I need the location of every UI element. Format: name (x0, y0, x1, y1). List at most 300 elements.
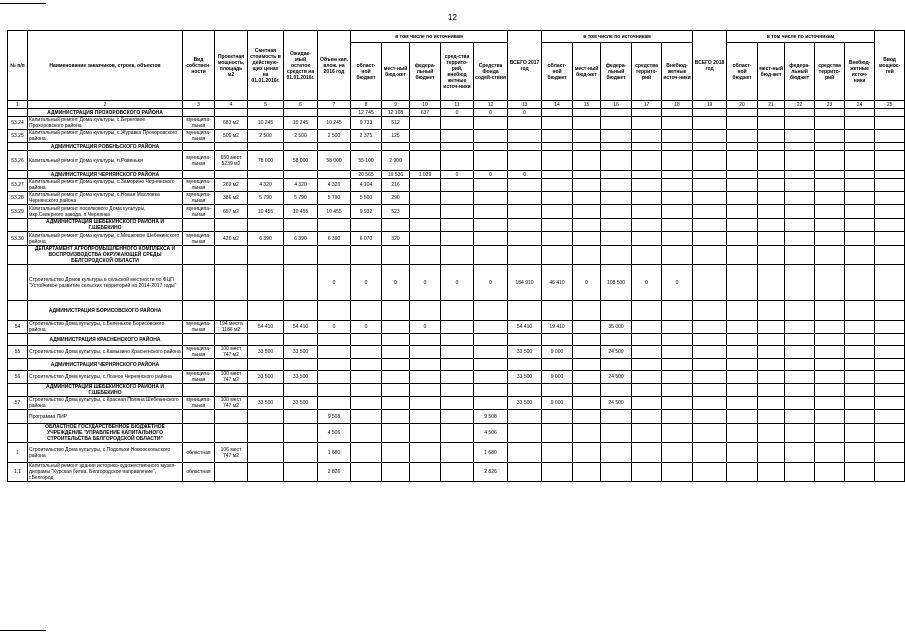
value-cell (351, 246, 382, 265)
value-cell: 523 (382, 205, 410, 219)
value-cell: 0 (474, 109, 508, 117)
value-cell (248, 246, 284, 265)
table-row (8, 151, 905, 171)
header-src-local: мест-ный бюд-жет (382, 43, 410, 101)
table-row (8, 397, 905, 410)
value-cell (215, 301, 248, 321)
value-cell (573, 246, 601, 265)
value-cell (875, 151, 905, 171)
column-number: 14 (542, 101, 573, 109)
value-cell (662, 359, 693, 371)
value-cell (215, 109, 248, 117)
table-row (8, 265, 905, 301)
value-cell (542, 246, 573, 265)
value-cell (441, 151, 474, 171)
row-number: 1 (8, 443, 28, 463)
value-cell (785, 397, 815, 410)
object-name: Строительство Дома культуры, с.Лозное Чернянского района (28, 371, 183, 384)
value-cell (875, 109, 905, 117)
value-cell: 4 104 (351, 179, 382, 192)
value-cell (542, 219, 573, 232)
value-cell: 0 (410, 265, 441, 301)
value-cell (601, 410, 632, 424)
value-cell (758, 424, 785, 443)
table-row (8, 443, 905, 463)
value-cell (474, 117, 508, 130)
value-cell (815, 130, 845, 143)
value-cell (662, 334, 693, 346)
value-cell (573, 219, 601, 232)
value-cell (382, 246, 410, 265)
section-row (8, 143, 905, 151)
value-cell (758, 463, 785, 482)
value-cell (727, 205, 758, 219)
value-cell: 2 826 (318, 463, 351, 482)
value-cell (351, 346, 382, 359)
value-cell (382, 371, 410, 384)
value-cell (727, 246, 758, 265)
value-cell (474, 359, 508, 371)
value-cell (693, 410, 727, 424)
value-cell (542, 171, 573, 179)
value-cell (215, 171, 248, 179)
value-cell (693, 171, 727, 179)
value-cell (727, 130, 758, 143)
value-cell (785, 246, 815, 265)
value-cell (441, 424, 474, 443)
owner-cell (183, 359, 215, 371)
value-cell (845, 143, 875, 151)
value-cell (248, 424, 284, 443)
column-number: 19 (693, 101, 727, 109)
value-cell (727, 334, 758, 346)
value-cell (815, 359, 845, 371)
value-cell (215, 246, 248, 265)
value-cell (542, 179, 573, 192)
value-cell (727, 397, 758, 410)
value-cell (875, 130, 905, 143)
value-cell: 106 мест 747 м2 (215, 443, 248, 463)
section-title: АДМИНИСТРАЦИЯ ЧЕРНЯНСКОГО РАЙОНА (28, 171, 183, 179)
value-cell: 33 500 (284, 346, 318, 359)
value-cell: 33 500 (284, 397, 318, 410)
object-name: Строительство Дома культуры, с.Красная Поляна Шебекинского района (28, 397, 183, 410)
value-cell (318, 143, 351, 151)
value-cell (441, 359, 474, 371)
table-row (8, 232, 905, 246)
column-number: 25 (875, 101, 905, 109)
value-cell (351, 397, 382, 410)
value-cell (693, 232, 727, 246)
value-cell (318, 397, 351, 410)
section-row (8, 384, 905, 397)
value-cell (815, 171, 845, 179)
value-cell (351, 463, 382, 482)
value-cell (542, 334, 573, 346)
value-cell (815, 179, 845, 192)
value-cell: 10 455 (318, 205, 351, 219)
value-cell (845, 192, 875, 205)
value-cell (542, 143, 573, 151)
value-cell (815, 346, 845, 359)
owner-cell (183, 424, 215, 443)
column-number: 21 (758, 101, 785, 109)
value-cell: 194 места 1186 м2 (215, 321, 248, 334)
value-cell (815, 397, 845, 410)
header-s18-federal: федера-льный бюджет (785, 43, 815, 101)
owner-cell (183, 171, 215, 179)
header-sources-2016: в том числе по источникам (351, 31, 508, 43)
value-cell (815, 265, 845, 301)
value-cell (693, 359, 727, 371)
column-number: 8 (351, 101, 382, 109)
value-cell (318, 109, 351, 117)
row-number: 53.25 (8, 130, 28, 143)
header-src-federal: федера-льный бюджет (410, 43, 441, 101)
value-cell (727, 265, 758, 301)
header-capacity: Проектная мощность, площадь м2 (215, 31, 248, 101)
value-cell (785, 109, 815, 117)
value-cell (248, 109, 284, 117)
value-cell (215, 265, 248, 301)
value-cell (474, 232, 508, 246)
value-cell (875, 265, 905, 301)
table-row (8, 192, 905, 205)
value-cell (693, 117, 727, 130)
value-cell (785, 192, 815, 205)
page-number: 12 (448, 13, 457, 22)
value-cell (382, 410, 410, 424)
value-cell: 100 мест 747 м2 (215, 397, 248, 410)
value-cell (382, 346, 410, 359)
value-cell: 10 245 (248, 117, 284, 130)
value-cell (573, 359, 601, 371)
owner-cell: муниципа-льная (183, 179, 215, 192)
value-cell (662, 371, 693, 384)
owner-cell (183, 334, 215, 346)
value-cell: 100 мест 747 м2 (215, 371, 248, 384)
value-cell (248, 171, 284, 179)
value-cell (508, 246, 542, 265)
row-number (8, 359, 28, 371)
value-cell (785, 301, 815, 321)
value-cell (845, 443, 875, 463)
value-cell (785, 384, 815, 397)
value-cell: 46 410 (542, 265, 573, 301)
section-title: АДМИНИСТРАЦИЯ ШЕБЕКИНСКОГО РАЙОНА И Г.ШЕБЕКИНО (28, 384, 183, 397)
value-cell (785, 151, 815, 171)
value-cell (410, 192, 441, 205)
value-cell (662, 109, 693, 117)
value-cell (875, 334, 905, 346)
value-cell (727, 443, 758, 463)
value-cell: 0 (318, 265, 351, 301)
value-cell (845, 424, 875, 443)
value-cell: 0 (441, 109, 474, 117)
value-cell: 0 (662, 265, 693, 301)
value-cell (601, 130, 632, 143)
value-cell (632, 424, 662, 443)
value-cell (758, 171, 785, 179)
value-cell (508, 219, 542, 232)
value-cell (662, 321, 693, 334)
value-cell: 19 536 (382, 171, 410, 179)
value-cell: 33 500 (248, 397, 284, 410)
value-cell (441, 463, 474, 482)
value-cell (215, 219, 248, 232)
value-cell (508, 179, 542, 192)
value-cell (215, 384, 248, 397)
value-cell (662, 179, 693, 192)
row-number (8, 171, 28, 179)
value-cell (815, 384, 845, 397)
value-cell (601, 117, 632, 130)
value-cell (815, 301, 845, 321)
owner-cell (183, 301, 215, 321)
value-cell (410, 443, 441, 463)
header-s17-federal: федера-льный бюджет (601, 43, 632, 101)
value-cell: 697 м2 (215, 205, 248, 219)
value-cell (875, 143, 905, 151)
section-row (8, 334, 905, 346)
header-src-territory: сред-ства террито-рий, внебюд жетные источ-ники (441, 43, 474, 101)
value-cell (508, 463, 542, 482)
value-cell (758, 109, 785, 117)
header-s18-regional: област-ной бюджет (727, 43, 758, 101)
value-cell (382, 424, 410, 443)
value-cell (382, 143, 410, 151)
section-title: АДМИНИСТРАЦИЯ РОВЕНЬСКОГО РАЙОНА (28, 143, 183, 151)
value-cell (785, 143, 815, 151)
value-cell (845, 171, 875, 179)
header-total-2018: ВСЕГО 2018 год (693, 31, 727, 101)
value-cell (351, 443, 382, 463)
value-cell (632, 130, 662, 143)
row-number: 54 (8, 321, 28, 334)
section-title: АДМИНИСТРАЦИЯ КРАСНЕНСКОГО РАЙОНА (28, 334, 183, 346)
object-name: Капитальный ремонт поселкового Дома культуры, мкр.Северного завода, п.Чернянка (28, 205, 183, 219)
value-cell: 637 (410, 109, 441, 117)
column-number: 24 (845, 101, 875, 109)
value-cell (441, 346, 474, 359)
value-cell (693, 334, 727, 346)
value-cell: 0 (573, 265, 601, 301)
value-cell (248, 301, 284, 321)
value-cell (601, 463, 632, 482)
value-cell (758, 130, 785, 143)
value-cell: 2 826 (474, 463, 508, 482)
value-cell: 0 (351, 321, 382, 334)
value-cell: 10 455 (284, 205, 318, 219)
value-cell (727, 301, 758, 321)
value-cell (474, 321, 508, 334)
value-cell (248, 443, 284, 463)
row-number: 53.26 (8, 151, 28, 171)
object-name: Капитальный ремонт Дома культуры, с.Журавка Прохоровского района (28, 130, 183, 143)
header-total-2017: ВСЕГО 2017 год (508, 31, 542, 101)
value-cell (542, 232, 573, 246)
section-row (8, 246, 905, 265)
value-cell (284, 424, 318, 443)
value-cell (758, 232, 785, 246)
value-cell (410, 424, 441, 443)
value-cell: 1 029 (410, 171, 441, 179)
value-cell (573, 130, 601, 143)
value-cell: 0 (441, 171, 474, 179)
value-cell (474, 397, 508, 410)
value-cell (875, 205, 905, 219)
value-cell (662, 130, 693, 143)
row-number: 53.28 (8, 192, 28, 205)
value-cell (410, 410, 441, 424)
table-row (8, 321, 905, 334)
section-row (8, 109, 905, 117)
value-cell (284, 384, 318, 397)
value-cell (815, 424, 845, 443)
value-cell (508, 334, 542, 346)
value-cell: 0 (508, 109, 542, 117)
table-row (8, 371, 905, 384)
value-cell (382, 219, 410, 232)
value-cell (474, 371, 508, 384)
value-cell (693, 130, 727, 143)
value-cell (875, 443, 905, 463)
value-cell (351, 334, 382, 346)
value-cell (815, 246, 845, 265)
value-cell (601, 109, 632, 117)
object-name: Программа ПИР (28, 410, 183, 424)
value-cell (758, 179, 785, 192)
value-cell (573, 192, 601, 205)
value-cell (215, 334, 248, 346)
column-number: 7 (318, 101, 351, 109)
value-cell (785, 232, 815, 246)
column-number: 23 (815, 101, 845, 109)
value-cell (662, 151, 693, 171)
header-s17-regional: област-ной бюджет (542, 43, 573, 101)
value-cell: 10 245 (318, 117, 351, 130)
value-cell: 2 900 (382, 151, 410, 171)
value-cell (693, 143, 727, 151)
value-cell: 9 000 (542, 397, 573, 410)
value-cell: 20 565 (351, 171, 382, 179)
value-cell (351, 143, 382, 151)
value-cell (632, 334, 662, 346)
column-number: 15 (573, 101, 601, 109)
value-cell: 2 375 (351, 130, 382, 143)
value-cell: 0 (382, 265, 410, 301)
row-number: 56 (8, 371, 28, 384)
value-cell: 0 (318, 321, 351, 334)
value-cell (632, 143, 662, 151)
value-cell (318, 359, 351, 371)
value-cell: 4 506 (474, 424, 508, 443)
value-cell (632, 192, 662, 205)
value-cell (441, 384, 474, 397)
value-cell (845, 130, 875, 143)
header-src-regional: област-ной бюджет (351, 43, 382, 101)
column-number: 22 (785, 101, 815, 109)
value-cell (474, 334, 508, 346)
value-cell (318, 371, 351, 384)
owner-cell (183, 265, 215, 301)
row-number: 53.24 (8, 117, 28, 130)
value-cell (758, 246, 785, 265)
value-cell: 24 500 (601, 346, 632, 359)
value-cell: 35 000 (601, 321, 632, 334)
value-cell (785, 130, 815, 143)
value-cell (441, 410, 474, 424)
value-cell (815, 192, 845, 205)
value-cell: 0 (474, 171, 508, 179)
value-cell (601, 143, 632, 151)
object-name: Капитальный ремонт Дома культуры, с.Заморино Чернянского района (28, 179, 183, 192)
value-cell: 33 500 (248, 346, 284, 359)
value-cell (215, 143, 248, 151)
value-cell (815, 205, 845, 219)
value-cell: 5 790 (248, 192, 284, 205)
value-cell (441, 321, 474, 334)
value-cell (441, 397, 474, 410)
row-number: 57 (8, 397, 28, 410)
value-cell: 4 320 (318, 179, 351, 192)
value-cell (845, 205, 875, 219)
value-cell (284, 334, 318, 346)
value-cell (727, 143, 758, 151)
value-cell (508, 232, 542, 246)
value-cell (441, 179, 474, 192)
value-cell (284, 246, 318, 265)
value-cell (318, 346, 351, 359)
value-cell (474, 346, 508, 359)
owner-cell (183, 410, 215, 424)
value-cell (727, 346, 758, 359)
table-row (8, 346, 905, 359)
header-commission: Ввод мощнос-тей (875, 31, 905, 101)
column-number: 17 (632, 101, 662, 109)
value-cell: 6 070 (351, 232, 382, 246)
value-cell (632, 359, 662, 371)
object-name: Строительство Дома культуры, с.Беленькое Борисовского района (28, 321, 183, 334)
value-cell (632, 397, 662, 410)
value-cell (693, 321, 727, 334)
value-cell: 6 390 (248, 232, 284, 246)
value-cell (875, 179, 905, 192)
value-cell: 184 910 (508, 265, 542, 301)
value-cell (845, 371, 875, 384)
value-cell: 1 680 (318, 443, 351, 463)
column-number: 16 (601, 101, 632, 109)
value-cell (410, 219, 441, 232)
value-cell (632, 109, 662, 117)
value-cell (875, 219, 905, 232)
value-cell (875, 346, 905, 359)
owner-cell: муниципа-льная (183, 151, 215, 171)
row-number (8, 246, 28, 265)
value-cell (693, 301, 727, 321)
value-cell (758, 205, 785, 219)
section-title: АДМИНИСТРАЦИЯ БОРИСОВСКОГО РАЙОНА (28, 301, 183, 321)
object-name: Строительство Домов культуры в сельской местности по ФЦП "Устойчивое развитие сельских территорий на 2014-2017 годы" (28, 265, 183, 301)
value-cell (845, 265, 875, 301)
value-cell: 58 000 (318, 151, 351, 171)
value-cell: 24 500 (601, 397, 632, 410)
row-number: 53.27 (8, 179, 28, 192)
value-cell (474, 130, 508, 143)
value-cell (727, 359, 758, 371)
value-cell (662, 463, 693, 482)
value-cell (410, 205, 441, 219)
